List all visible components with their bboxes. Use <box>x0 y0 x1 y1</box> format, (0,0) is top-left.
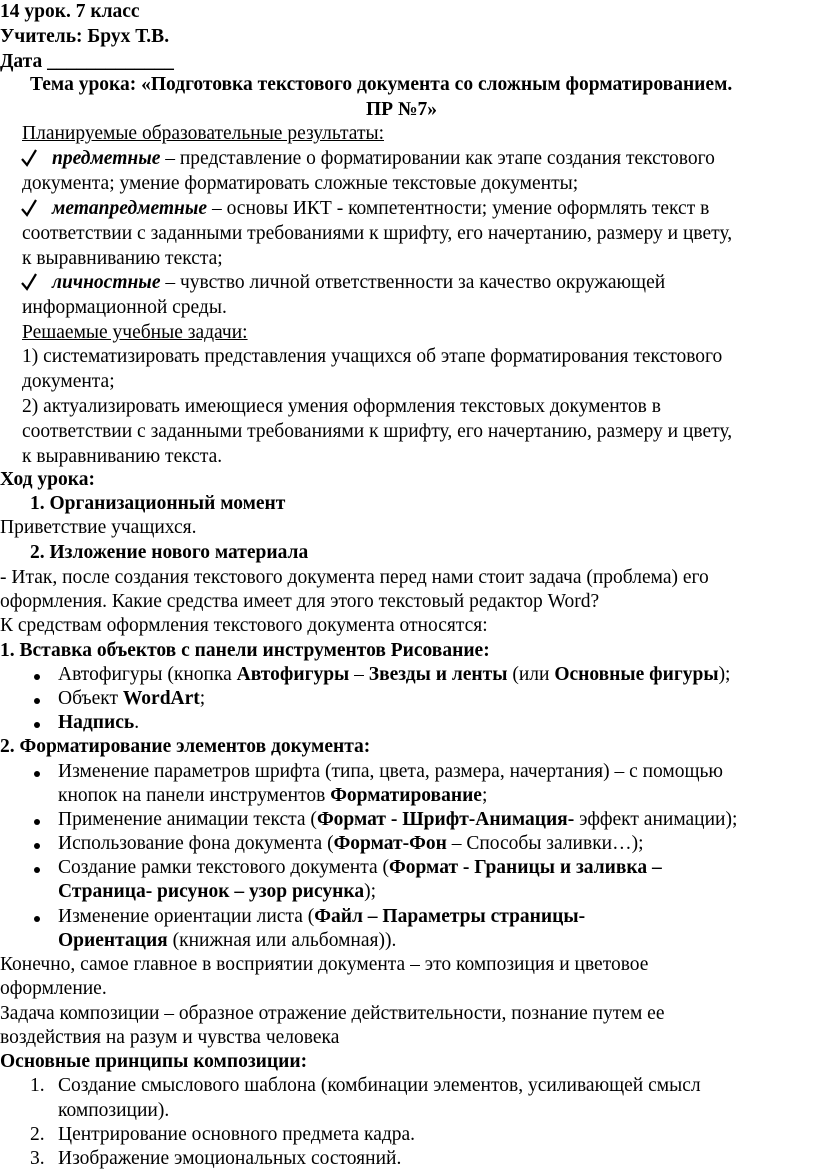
group-2-item-3: Использование фона документа (Формат-Фон – Способы заливки…); <box>58 833 644 854</box>
paragraph-2: К средствам оформления текстового документа относятся: <box>0 615 488 636</box>
section-2-title: 2. Изложение нового материала <box>30 542 309 563</box>
result-meta-text: – основы ИКТ - компетентности; умение оформлять текст в <box>211 198 710 219</box>
group-2-item-1-line-1: Изменение параметров шрифта (типа, цвета, размера, начертания) – с помощью <box>58 761 723 782</box>
group-2-item-4-line-1: Создание рамки текстового документа (Формат - Границы и заливка – <box>58 857 662 878</box>
group-1-item-2: Объект WordArt; <box>58 688 206 709</box>
result-personal-text: – чувство личной ответственности за качество окружающей <box>165 272 666 293</box>
result-meta-line-3: к выравниванию текста; <box>22 248 223 269</box>
result-subject-line-2: документа; умение форматировать сложные текстовые документы; <box>22 173 579 194</box>
principle-2-number: 2. <box>30 1124 45 1145</box>
group-2-title: 2. Форматирование элементов документа: <box>0 736 371 757</box>
composition-principles-heading: Основные принципы композиции: <box>0 1051 308 1072</box>
principle-1-line-2: композиции). <box>58 1100 170 1121</box>
bullet-icon <box>34 771 40 777</box>
task-2-line-3: к выравниванию текста. <box>22 446 223 467</box>
course-heading: Ход урока: <box>0 469 95 490</box>
result-subject-line-1 <box>52 147 715 171</box>
checkmark-icon <box>21 149 37 167</box>
group-2-item-1-line-2: кнопок на панели инструментов Форматирование; <box>58 785 488 806</box>
teacher-name: Учитель: Брух Т.В. <box>0 26 170 47</box>
bullet-icon <box>34 843 40 849</box>
topic-line-1: Тема урока: «Подготовка текстового документа со сложным форматированием. <box>30 74 733 95</box>
result-personal-line-1 <box>52 271 665 295</box>
topic-line-2: ПР №7» <box>366 99 438 120</box>
bullet-icon <box>34 819 40 825</box>
bullet-icon <box>34 722 40 728</box>
task-1-line-1: 1) систематизировать представления учащихся об этапе форматирования текстового <box>22 346 723 367</box>
group-1-item-3: Надпись. <box>58 712 140 733</box>
paragraph-1-line-2: оформления. Какие средства имеет для этого текстовый редактор Word? <box>0 591 600 612</box>
composition-paragraph-1-line-2: оформление. <box>0 978 107 999</box>
bullet-icon <box>34 698 40 704</box>
result-meta-line-2: соответствии с заданными требованиями к шрифту, его начертанию, размеру и цвету, <box>22 223 733 244</box>
result-personal-line-2: информационной среды. <box>22 297 227 318</box>
task-2-line-2: соответствии с заданными требованиями к шрифту, его начертанию, размеру и цвету, <box>22 421 733 442</box>
result-subject-term: предметные <box>52 148 161 169</box>
principle-2: Центрирование основного предмета кадра. <box>58 1124 416 1145</box>
composition-paragraph-1-line-1: Конечно, самое главное в восприятии документа – это композиция и цветовое <box>0 954 649 975</box>
group-2-item-4-line-2: Страница- рисунок – узор рисунка); <box>58 881 377 902</box>
task-2-line-1: 2) актуализировать имеющиеся умения оформления текстовых документов в <box>22 396 661 417</box>
principle-1-number: 1. <box>30 1075 45 1096</box>
tasks-heading: Решаемые учебные задачи: <box>22 322 248 343</box>
date-line: Дата _____________ <box>0 51 174 72</box>
lesson-number: 14 урок. 7 класс <box>0 1 140 22</box>
principle-3: Изображение эмоциональных состояний. <box>58 1148 402 1169</box>
composition-paragraph-2-line-2: воздействия на разум и чувства человека <box>0 1027 340 1048</box>
section-1-text: Приветствие учащихся. <box>0 517 197 538</box>
group-1-title: 1. Вставка объектов с панели инструментов Рисование: <box>0 640 490 661</box>
checkmark-icon <box>21 199 37 217</box>
bullet-icon <box>34 867 40 873</box>
principle-1-line-1: Создание смыслового шаблона (комбинации элементов, усиливающей смысл <box>58 1075 701 1096</box>
group-2-item-2: Применение анимации текста (Формат - Шрифт-Анимация- эффект анимации); <box>58 809 738 830</box>
task-1-line-2: документа; <box>22 371 115 392</box>
result-meta-line-1 <box>52 197 709 221</box>
composition-paragraph-2-line-1: Задача композиции – образное отражение действительности, познание путем ее <box>0 1003 665 1024</box>
checkmark-icon <box>21 273 37 291</box>
bullet-icon <box>34 916 40 922</box>
paragraph-1-line-1: - Итак, после создания текстового документа перед нами стоит задача (проблема) его <box>0 567 709 588</box>
result-subject-text: – представление о форматировании как этапе создания текстового <box>165 148 715 169</box>
bullet-icon <box>34 674 40 680</box>
group-2-item-5-line-1: Изменение ориентации листа (Файл – Параметры страницы- <box>58 906 586 927</box>
results-heading: Планируемые образовательные результаты: <box>22 123 384 144</box>
principle-3-number: 3. <box>30 1148 45 1169</box>
group-1-item-1: Автофигуры (кнопка Автофигуры – Звезды и ленты (или Основные фигуры); <box>58 664 731 685</box>
section-1-title: 1. Организационный момент <box>30 493 286 514</box>
result-personal-term: личностные <box>52 272 161 293</box>
group-2-item-5-line-2: Ориентация (книжная или альбомная)). <box>58 930 397 951</box>
result-meta-term: метапредметные <box>52 198 208 219</box>
